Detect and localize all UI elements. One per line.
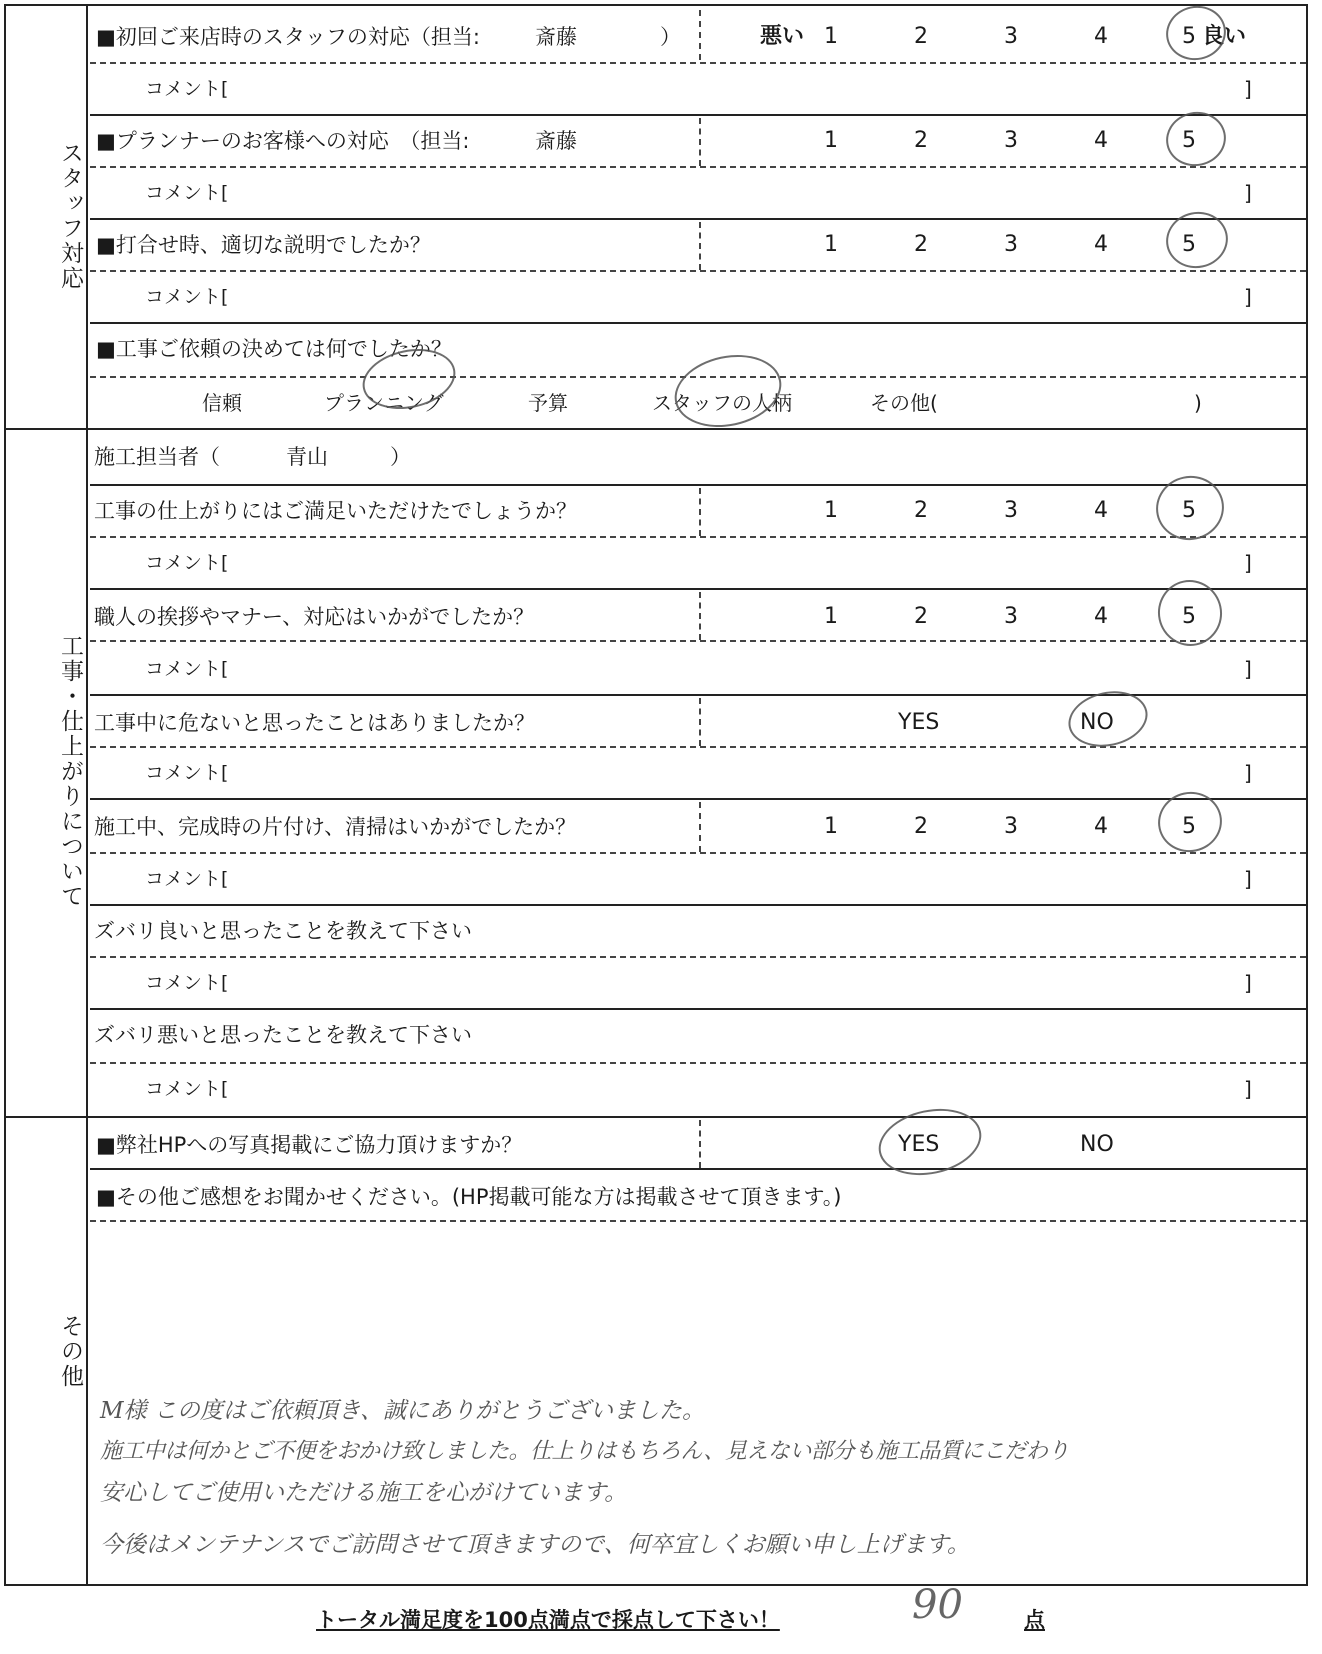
question-row-q11 [90, 1120, 1306, 1170]
total-score-value: 90 [912, 1582, 963, 1628]
staff-name: 斎藤 [535, 129, 577, 153]
comment-label: コメント[ [145, 762, 229, 784]
rating-5[interactable]: 5 [1182, 128, 1196, 153]
rating-2[interactable]: 2 [914, 498, 928, 523]
section-separator [6, 1116, 1306, 1118]
rating-3[interactable]: 3 [1004, 128, 1018, 153]
option-trust[interactable]: 信頼 [202, 391, 242, 415]
section-divider [86, 6, 88, 1584]
rating-1[interactable]: 1 [824, 24, 838, 49]
row-divider [90, 798, 1306, 800]
question-row-q3 [90, 220, 1306, 270]
comment-label: コメント[ [145, 1078, 229, 1100]
staff-name: 斎藤 [535, 25, 577, 49]
comment-close: ] [1244, 551, 1252, 575]
handwritten-line-1: M様 この度はご依頼頂き、誠にありがとうございました。 [100, 1398, 705, 1424]
comment-close: ] [1244, 971, 1252, 995]
comment-close: ] [1244, 77, 1252, 101]
scale-good-label: 良い [1202, 24, 1247, 49]
rating-5[interactable]: 5 [1182, 814, 1196, 839]
rating-5[interactable]: 5 [1182, 498, 1196, 523]
comment-row [90, 64, 1306, 114]
option-staff-personality[interactable]: スタッフの人柄 [652, 391, 792, 415]
option-no[interactable]: NO [1080, 1132, 1114, 1157]
rating-1[interactable]: 1 [824, 498, 838, 523]
option-budget[interactable]: 予算 [528, 391, 568, 415]
rating-2[interactable]: 2 [914, 604, 928, 629]
question-label: 施工中、完成時の片付け、清掃はいかがでしたか？ [94, 815, 577, 839]
option-other-close: ) [1194, 391, 1202, 415]
question-label: 職人の挨拶やマナー、対応はいかがでしたか？ [94, 605, 535, 629]
question-row-q1 [90, 12, 1306, 62]
question-label: 工事中に危ないと思ったことはありましたか？ [94, 711, 535, 735]
rating-2[interactable]: 2 [914, 232, 928, 257]
option-other[interactable]: その他( [870, 391, 938, 415]
rating-3[interactable]: 3 [1004, 814, 1018, 839]
comment-close: ] [1244, 761, 1252, 785]
comment-close: ] [1244, 1077, 1252, 1101]
question-row-q10 [90, 1010, 1306, 1060]
row-divider [90, 588, 1306, 590]
question-row-q2 [90, 116, 1306, 166]
rating-3[interactable]: 3 [1004, 604, 1018, 629]
comment-row [90, 748, 1306, 798]
comment-close: ] [1244, 285, 1252, 309]
rating-4[interactable]: 4 [1094, 604, 1108, 629]
handwritten-line-3: 安心してご使用いただける施工を心がけています。 [100, 1480, 628, 1506]
question-label: ■打合せ時、適切な説明でしたか？ [96, 233, 431, 257]
rating-1[interactable]: 1 [824, 128, 838, 153]
comment-row [90, 958, 1306, 1008]
section-label-construction: 工事・仕上がりについて [57, 633, 83, 909]
comment-label: コメント[ [145, 552, 229, 574]
question-label: ■プランナーのお客様への対応 （担当: [96, 129, 470, 153]
section-label-staff: スタッフ対応 [57, 141, 83, 291]
question-row-q5 [90, 486, 1306, 536]
rating-2[interactable]: 2 [914, 814, 928, 839]
rating-4[interactable]: 4 [1094, 24, 1108, 49]
question-row-q12 [90, 1172, 1306, 1222]
rating-3[interactable]: 3 [1004, 232, 1018, 257]
question-label: ■工事ご依頼の決めては何でしたか？ [96, 337, 452, 361]
constructor-label: 施工担当者（ [94, 445, 220, 469]
rating-1[interactable]: 1 [824, 814, 838, 839]
comment-label: コメント[ [145, 868, 229, 890]
comment-row [90, 272, 1306, 322]
question-label: ■弊社HPへの写真掲載にご協力頂けますか？ [96, 1133, 523, 1157]
constructor-row [90, 432, 1306, 482]
comment-row [90, 644, 1306, 694]
option-no[interactable]: NO [1080, 710, 1114, 735]
section-separator [6, 428, 1306, 430]
comment-label: コメント[ [145, 658, 229, 680]
scale-bad-label: 悪い [760, 24, 805, 49]
comment-close: ] [1244, 657, 1252, 681]
question-label: ■初回ご来店時のスタッフの対応（担当: [96, 25, 480, 49]
question-row-q8 [90, 802, 1306, 852]
comment-row [90, 538, 1306, 588]
survey-sheet [4, 4, 1308, 1586]
option-yes[interactable]: YES [898, 710, 940, 735]
total-score-label: トータル満足度を100点満点で採点して下さい！ [316, 1608, 780, 1632]
rating-1[interactable]: 1 [824, 232, 838, 257]
rating-3[interactable]: 3 [1004, 24, 1018, 49]
comment-row [90, 168, 1306, 218]
constructor-close: ） [390, 445, 411, 469]
comment-label: コメント[ [145, 78, 229, 100]
rating-4[interactable]: 4 [1094, 498, 1108, 523]
rating-3[interactable]: 3 [1004, 498, 1018, 523]
handwritten-line-2: 施工中は何かとご不便をおかけ致しました。仕上りはもちろん、見えない部分も施工品質にこだわり [100, 1439, 1069, 1464]
question-label: ■その他ご感想をお聞かせください。(HP掲載可能な方は掲載させて頂きます。) [96, 1185, 842, 1209]
comment-row [90, 1064, 1306, 1114]
rating-5[interactable]: 5 [1182, 232, 1196, 257]
constructor-name: 青山 [286, 445, 328, 469]
comment-row [90, 854, 1306, 904]
rating-4[interactable]: 4 [1094, 814, 1108, 839]
rating-4[interactable]: 4 [1094, 128, 1108, 153]
rating-5[interactable]: 5 [1182, 604, 1196, 629]
section-label-other: その他 [57, 1313, 83, 1389]
question-label: ズバリ悪いと思ったことを教えて下さい [94, 1023, 472, 1047]
rating-5[interactable]: 5 [1182, 24, 1196, 49]
comment-label: コメント[ [145, 182, 229, 204]
option-yes[interactable]: YES [898, 1132, 940, 1157]
total-score-unit: 点 [1024, 1608, 1045, 1632]
rating-2[interactable]: 2 [914, 24, 928, 49]
question-label: 工事の仕上がりにはご満足いただけたでしょうか？ [94, 499, 577, 523]
comment-close: ] [1244, 867, 1252, 891]
comment-close: ] [1244, 181, 1252, 205]
rating-2[interactable]: 2 [914, 128, 928, 153]
option-planning[interactable]: プランニング [324, 391, 444, 415]
rating-4[interactable]: 4 [1094, 232, 1108, 257]
comment-label: コメント[ [145, 972, 229, 994]
comment-label: コメント[ [145, 286, 229, 308]
question-row-q9 [90, 906, 1306, 956]
paren-close: ） [660, 25, 681, 49]
rating-1[interactable]: 1 [824, 604, 838, 629]
question-label: ズバリ良いと思ったことを教えて下さい [94, 919, 472, 943]
handwritten-line-4: 今後はメンテナンスでご訪問させて頂きますので、何卒宜しくお願い申し上げます。 [100, 1532, 970, 1558]
question-row-q6 [90, 592, 1306, 642]
